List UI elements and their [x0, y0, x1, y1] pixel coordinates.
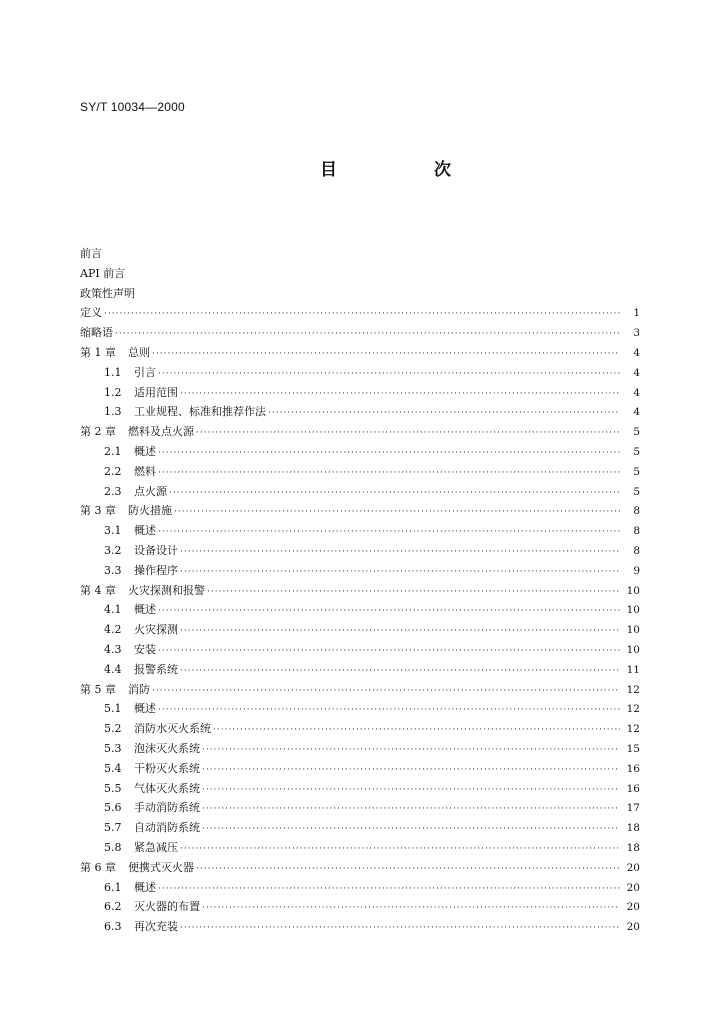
toc-entry[interactable] — [80, 402, 640, 422]
toc-entry-number: 1.1 — [104, 365, 122, 379]
toc-entry-page: 16 — [626, 762, 640, 775]
toc-entry-page: 3 — [633, 327, 640, 340]
toc-entry[interactable] — [80, 739, 640, 759]
toc-leader-dots — [180, 840, 620, 860]
toc-entry-page: 8 — [633, 525, 640, 538]
toc-entry-label: 点火源 — [134, 484, 167, 498]
toc-entry-label: 安装 — [134, 642, 156, 656]
page-title: 目 次 — [320, 160, 491, 180]
toc-entry-number: 4.3 — [104, 642, 122, 656]
toc-leader-dots — [180, 563, 620, 583]
toc-entry-number: 6.3 — [104, 920, 122, 934]
toc-entry[interactable] — [80, 323, 640, 343]
toc-leader-dots — [115, 325, 620, 345]
toc-entry[interactable] — [80, 878, 640, 898]
toc-entry-label: 燃料 — [134, 464, 156, 478]
toc-entry[interactable] — [80, 640, 640, 660]
toc-entry-label: 操作程序 — [134, 563, 178, 577]
toc-entry-page: 20 — [626, 921, 640, 934]
toc-entry-page: 5 — [633, 445, 640, 458]
toc-entry-label: 灭火器的布置 — [134, 900, 200, 914]
toc-entry-page: 20 — [626, 901, 640, 914]
toc-entry-number: 第 6 章 — [80, 860, 116, 874]
toc-leader-dots — [196, 860, 620, 880]
toc-entry-number: 第 1 章 — [80, 345, 116, 359]
toc-entry-number: 4.1 — [104, 603, 122, 617]
toc-entry-number: 2.1 — [104, 444, 122, 458]
toc-entry-number: 6.1 — [104, 880, 122, 894]
toc-entry-number: 5.1 — [104, 702, 122, 716]
toc-entry-page: 15 — [626, 742, 640, 755]
toc-entry-number: 4.4 — [104, 662, 122, 676]
toc-leader-dots — [158, 444, 620, 464]
toc-entry-page: 18 — [626, 822, 640, 835]
toc-entry-label: 前言 — [80, 247, 102, 260]
toc-entry[interactable] — [80, 363, 640, 383]
toc-leader-dots — [202, 761, 620, 781]
toc-entry-number: 5.2 — [104, 722, 122, 736]
toc-entry-number: 5.3 — [104, 741, 122, 755]
toc-entry-page: 8 — [633, 505, 640, 518]
toc-entry-page: 10 — [626, 624, 640, 637]
toc-entry[interactable] — [80, 798, 640, 818]
toc-entry-label: 设备设计 — [134, 543, 178, 557]
table-of-contents — [80, 244, 640, 937]
toc-leader-dots — [268, 404, 620, 424]
toc-entry-label: 报警系统 — [134, 662, 178, 676]
toc-entry[interactable] — [80, 759, 640, 779]
toc-entry[interactable] — [80, 660, 640, 680]
toc-entry[interactable] — [80, 442, 640, 462]
toc-leader-dots — [158, 365, 620, 385]
toc-entry[interactable] — [80, 858, 640, 878]
toc-entry-number: 第 3 章 — [80, 504, 116, 518]
toc-entry-label: 概述 — [134, 603, 156, 617]
toc-entry-page: 4 — [633, 346, 640, 359]
toc-entry-label: 防火措施 — [128, 504, 172, 518]
toc-leader-dots — [202, 781, 620, 801]
toc-entry-label: 概述 — [134, 702, 156, 716]
toc-entry-label: 再次充装 — [134, 920, 178, 934]
toc-leader-dots — [180, 662, 620, 682]
toc-entry-label: 紧急减压 — [134, 840, 178, 854]
toc-entry-label: 总则 — [128, 345, 150, 359]
toc-leader-dots — [158, 642, 620, 662]
toc-entry-label: API 前言 — [80, 266, 126, 280]
toc-entry[interactable] — [80, 719, 640, 739]
toc-entry[interactable] — [80, 838, 640, 858]
toc-leader-dots — [213, 721, 620, 741]
standard-code: SY/T 10034—2000 — [80, 100, 185, 114]
toc-leader-dots — [104, 305, 620, 325]
toc-entry-label: 火灾探测和报警 — [128, 583, 205, 597]
toc-entry[interactable] — [80, 779, 640, 799]
toc-leader-dots — [202, 741, 620, 761]
toc-leader-dots — [180, 919, 620, 939]
toc-entry[interactable] — [80, 680, 640, 700]
toc-entry[interactable] — [80, 383, 640, 403]
toc-entry-number: 3.3 — [104, 563, 122, 577]
toc-entry[interactable] — [80, 482, 640, 502]
toc-entry-label: 气体灭火系统 — [134, 781, 200, 795]
toc-entry-number: 5.8 — [104, 840, 122, 854]
toc-entry-page: 1 — [633, 307, 640, 320]
toc-leader-dots — [158, 523, 620, 543]
toc-entry-label: 适用范围 — [134, 385, 178, 399]
toc-entry-label: 消防水灭火系统 — [134, 722, 211, 736]
toc-entry[interactable] — [80, 244, 640, 264]
toc-entry[interactable] — [80, 600, 640, 620]
toc-entry-page: 10 — [626, 604, 640, 617]
toc-entry[interactable] — [80, 561, 640, 581]
toc-entry-number: 5.6 — [104, 801, 122, 815]
toc-entry-page: 4 — [633, 366, 640, 379]
toc-entry-label: 便携式灭火器 — [128, 860, 194, 874]
toc-entry-label: 手动消防系统 — [134, 801, 200, 815]
toc-entry-label: 火灾探测 — [134, 623, 178, 637]
toc-leader-dots — [180, 543, 620, 563]
toc-entry-number: 3.2 — [104, 543, 122, 557]
toc-entry-page: 10 — [626, 643, 640, 656]
toc-entry-page: 4 — [633, 386, 640, 399]
toc-entry-number: 3.1 — [104, 524, 122, 538]
toc-entry[interactable] — [80, 422, 640, 442]
toc-entry-page: 8 — [633, 544, 640, 557]
toc-entry-page: 5 — [633, 485, 640, 498]
toc-leader-dots — [158, 464, 620, 484]
toc-leader-dots — [158, 701, 620, 721]
toc-entry-page: 10 — [626, 584, 640, 597]
toc-entry-number: 5.4 — [104, 761, 122, 775]
toc-entry-page: 18 — [626, 841, 640, 854]
toc-entry-label: 定义 — [80, 306, 102, 320]
toc-entry-page: 9 — [633, 564, 640, 577]
toc-entry[interactable] — [80, 818, 640, 838]
toc-entry-number: 2.2 — [104, 464, 122, 478]
toc-leader-dots — [207, 583, 620, 603]
toc-entry-page: 5 — [633, 465, 640, 478]
toc-leader-dots — [196, 424, 620, 444]
toc-entry-label: 引言 — [134, 365, 156, 379]
toc-entry[interactable] — [80, 343, 640, 363]
toc-entry-label: 概述 — [134, 524, 156, 538]
toc-entry[interactable] — [80, 897, 640, 917]
toc-entry-page: 4 — [633, 406, 640, 419]
toc-leader-dots — [202, 820, 620, 840]
toc-entry-number: 5.5 — [104, 781, 122, 795]
toc-entry[interactable] — [80, 699, 640, 719]
toc-leader-dots — [169, 484, 620, 504]
toc-entry-page: 11 — [626, 663, 640, 676]
toc-entry[interactable] — [80, 284, 640, 304]
toc-entry-number: 第 4 章 — [80, 583, 116, 597]
toc-leader-dots — [180, 622, 620, 642]
toc-entry[interactable] — [80, 462, 640, 482]
toc-entry-page: 12 — [626, 703, 640, 716]
toc-entry-label: 工业规程、标准和推荐作法 — [134, 405, 266, 419]
toc-entry[interactable] — [80, 521, 640, 541]
toc-entry-page: 16 — [626, 782, 640, 795]
toc-leader-dots — [202, 899, 620, 919]
toc-entry-number: 1.2 — [104, 385, 122, 399]
toc-leader-dots — [158, 602, 620, 622]
toc-entry-page: 12 — [626, 723, 640, 736]
toc-entry-label: 缩略语 — [80, 326, 113, 340]
toc-entry[interactable] — [80, 264, 640, 284]
toc-leader-dots — [174, 503, 620, 523]
toc-entry-page: 12 — [626, 683, 640, 696]
toc-leader-dots — [158, 880, 620, 900]
toc-entry[interactable] — [80, 917, 640, 937]
toc-entry-number: 1.3 — [104, 405, 122, 419]
toc-entry-page: 20 — [626, 881, 640, 894]
toc-entry-label: 政策性声明 — [80, 286, 135, 300]
toc-entry-label: 消防 — [128, 682, 150, 696]
toc-entry-label: 燃料及点火源 — [128, 425, 194, 439]
toc-entry-number: 第 5 章 — [80, 682, 116, 696]
toc-leader-dots — [202, 800, 620, 820]
toc-entry[interactable] — [80, 541, 640, 561]
toc-entry-number: 4.2 — [104, 623, 122, 637]
toc-entry-page: 17 — [626, 802, 640, 815]
toc-entry-number: 第 2 章 — [80, 425, 116, 439]
toc-entry-label: 干粉灭火系统 — [134, 761, 200, 775]
toc-entry-label: 概述 — [134, 880, 156, 894]
toc-entry-number: 2.3 — [104, 484, 122, 498]
toc-leader-dots — [152, 682, 620, 702]
toc-entry-number: 5.7 — [104, 821, 122, 835]
toc-entry-page: 20 — [626, 861, 640, 874]
toc-entry[interactable] — [80, 620, 640, 640]
toc-entry-label: 自动消防系统 — [134, 821, 200, 835]
toc-entry[interactable] — [80, 501, 640, 521]
toc-entry-label: 泡沫灭火系统 — [134, 741, 200, 755]
toc-entry-page: 5 — [633, 426, 640, 439]
toc-entry[interactable] — [80, 303, 640, 323]
toc-entry-number: 6.2 — [104, 900, 122, 914]
toc-entry[interactable] — [80, 581, 640, 601]
toc-leader-dots — [152, 345, 620, 365]
toc-entry-label: 概述 — [134, 444, 156, 458]
